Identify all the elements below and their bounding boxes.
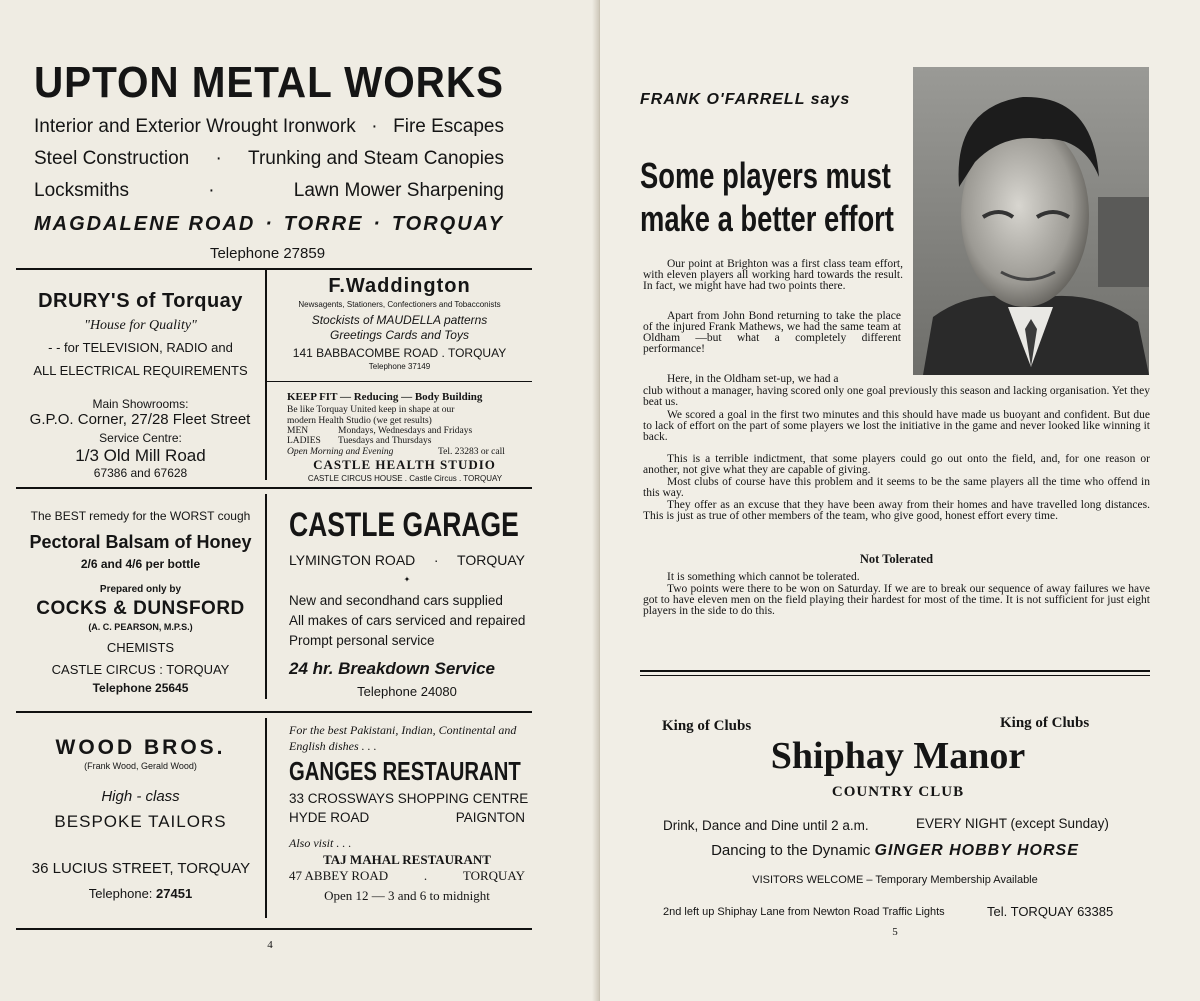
waddington-stockists-1: Stockists of MAUDELLA patterns: [311, 313, 488, 327]
upton-line-3-sep: ·: [208, 180, 215, 201]
health-name: CASTLE HEALTH STUDIO: [313, 457, 496, 472]
rule-vertical-2: [265, 494, 267, 699]
drurys-phones: 67386 and 67628: [93, 466, 188, 480]
wood-class: High - class: [101, 788, 180, 805]
shiphay-club: COUNTRY CLUB: [831, 784, 965, 800]
waddington-phone: Telephone 37149: [368, 362, 431, 371]
wood-address: 36 LUCIUS STREET, TORQUAY: [31, 860, 251, 877]
article-para-2: Apart from John Bond returning to take the place of the injured Frank Mathews, we had the same team at Oldham —but what a completely different performance!: [643, 310, 901, 355]
article-headline-2: make a better effort: [640, 198, 894, 239]
upton-address-road: MAGDALENE ROAD: [34, 213, 256, 235]
garage-road: LYMINGTON ROAD: [289, 552, 416, 568]
rule-row-1: [16, 268, 532, 270]
taj-town: TORQUAY: [462, 868, 525, 883]
upton-line-1: [34, 116, 504, 138]
portrait-photo: [913, 67, 1149, 375]
shiphay-band: GINGER HOBBY HORSE: [874, 842, 1079, 859]
ganges-location: [289, 810, 525, 825]
garage-line-2: All makes of cars serviced and repaired: [289, 613, 526, 628]
article-subhead: Not Tolerated: [859, 552, 934, 566]
upton-line-1-right: Fire Escapes: [393, 116, 504, 137]
ganges-town: PAIGNTON: [455, 810, 525, 825]
upton-line-2-right: Trunking and Steam Canopies: [248, 148, 504, 169]
garage-line-1: New and secondhand cars supplied: [289, 593, 503, 608]
page-number-left: 4: [267, 939, 273, 951]
rule-bottom: [16, 928, 532, 930]
wood-owners: (Frank Wood, Gerald Wood): [84, 761, 197, 771]
shiphay-tel: Tel. TORQUAY 63385: [987, 904, 1114, 919]
taj-road: 47 ABBEY ROAD: [289, 868, 389, 883]
health-open: Open Morning and Evening: [287, 447, 394, 457]
cocks-owner: (A. C. PEARSON, M.P.S.): [88, 622, 193, 632]
article-para-3a: Here, in the Oldham set-up, we had a: [667, 373, 839, 385]
rule-vertical-3: [265, 718, 267, 918]
portrait-image: [913, 67, 1149, 375]
rule-row-2: [16, 487, 532, 489]
ganges-address: 33 CROSSWAYS SHOPPING CENTRE: [289, 791, 529, 806]
waddington-stockists-2: Greetings Cards and Toys: [330, 328, 469, 342]
cocks-phone: Telephone 25645: [92, 681, 189, 695]
cocks-prepared: Prepared only by: [99, 584, 182, 595]
taj-sep: .: [423, 868, 428, 883]
upton-phone: Telephone 27859: [209, 245, 326, 262]
ganges-also: Also visit . . .: [289, 836, 352, 850]
shiphay-directions: 2nd left up Shiphay Lane from Newton Road Traffic Lights: [663, 906, 945, 918]
taj-name: TAJ MAHAL RESTAURANT: [323, 852, 491, 867]
right-page: [600, 0, 1200, 1001]
upton-line-3-right: Lawn Mower Sharpening: [293, 180, 504, 201]
health-address: CASTLE CIRCUS HOUSE . Castle Circus . TORQUAY: [307, 474, 503, 483]
drurys-service-label: Service Centre:: [99, 431, 182, 445]
garage-sep: ·: [433, 552, 439, 568]
waddington-trades: Newsagents, Stationers, Confectioners and Tobacconists: [298, 300, 501, 309]
upton-line-2: [34, 148, 504, 170]
wood-phone: 27451: [156, 886, 193, 901]
upton-line-2-left: Steel Construction: [34, 148, 190, 169]
garage-star-icon: ✦: [403, 575, 411, 584]
upton-address-sep-2: ·: [373, 213, 382, 235]
divider-upper: [640, 670, 1150, 672]
shiphay-dancing-line: [640, 842, 1150, 860]
garage-town: TORQUAY: [457, 552, 525, 568]
article-byline: FRANK O'FARRELL says: [640, 91, 851, 108]
article-para-1: Our point at Brighton was a first class team effort, with eleven players all working hard towards the result. In fact, we might have had two points there.: [643, 258, 903, 292]
health-line-1: Be like Torquay United keep in shape at our: [287, 405, 455, 415]
cocks-product: Pectoral Balsam of Honey: [29, 532, 252, 552]
shiphay-king-right: King of Clubs: [1000, 715, 1090, 731]
article-para-8: It is something which cannot be tolerated.: [667, 571, 860, 583]
health-men-label: MEN: [287, 426, 309, 436]
article-para-4: We scored a goal in the first two minutes and this should have made us buoyant and confident. But due to lack of effort on the part of some players we lost the initiative in the game and never looked like winning it back.: [643, 409, 1150, 443]
rule-waddington-bottom: [267, 381, 532, 382]
upton-line-2-sep: ·: [215, 148, 222, 169]
wood-name: WOOD BROS.: [55, 736, 226, 759]
drurys-line-1: - - for TELEVISION, RADIO and: [48, 340, 233, 355]
waddington-address: 141 BABBACOMBE ROAD . TORQUAY: [292, 346, 507, 360]
page-number-right: 5: [892, 926, 898, 938]
cocks-prices: 2/6 and 4/6 per bottle: [80, 557, 201, 571]
garage-location: [289, 552, 525, 568]
upton-title: UPTON METAL WORKS: [34, 58, 504, 107]
taj-location: [289, 868, 525, 884]
health-men-days: Mondays, Wednesdays and Fridays: [338, 426, 473, 436]
ganges-hours: Open 12 — 3 and 6 to midnight: [324, 888, 490, 903]
upton-address-area: TORRE: [283, 213, 364, 235]
drurys-slogan: "House for Quality": [84, 318, 197, 333]
garage-phone: Telephone 24080: [357, 684, 457, 699]
ganges-name: GANGES RESTAURANT: [289, 756, 521, 786]
shiphay-line-1-right: EVERY NIGHT (except Sunday): [916, 816, 1109, 831]
article-para-9: Two points were there to be won on Saturday. If we are to break our sequence of away failures we have got to have eleven men on the field playing their hardest for most of the time. It is not sufficient for just eight players in the side to do this.: [643, 583, 1150, 617]
wood-trade: BESPOKE TAILORS: [54, 812, 227, 831]
wood-phone-label: Telephone:: [88, 886, 153, 901]
drurys-line-2: ALL ELECTRICAL REQUIREMENTS: [33, 363, 248, 378]
article-para-6: Most clubs of course have this problem and it seems to be the same players all the time who offend in this way.: [643, 476, 1150, 499]
shiphay-name: Shiphay Manor: [770, 735, 1026, 777]
cocks-name: COCKS & DUNSFORD: [36, 598, 245, 619]
garage-breakdown: 24 hr. Breakdown Service: [289, 659, 495, 678]
waddington-name: F.Waddington: [328, 275, 471, 297]
drurys-name: DRURY'S of Torquay: [38, 290, 243, 312]
cocks-trade: CHEMISTS: [106, 640, 175, 655]
drurys-showrooms: G.P.O. Corner, 27/28 Fleet Street: [29, 411, 251, 428]
article-para-3b: club without a manager, having scored only one goal previously this season and lacking organisation. Yet they beat us.: [643, 385, 1150, 408]
health-line-2: modern Health Studio (we get results): [287, 416, 432, 426]
garage-line-3: Prompt personal service: [289, 633, 435, 648]
drurys-service: 1/3 Old Mill Road: [75, 446, 206, 465]
health-ladies-days: Tuesdays and Thursdays: [338, 436, 432, 446]
shiphay-visitors: VISITORS WELCOME – Temporary Membership Available: [752, 874, 1038, 886]
upton-line-3-left: Locksmiths: [34, 180, 130, 201]
drurys-showrooms-label: Main Showrooms:: [92, 397, 189, 411]
health-ladies-label: LADIES: [287, 436, 321, 446]
upton-address-town: TORQUAY: [391, 213, 504, 235]
cocks-address: CASTLE CIRCUS : TORQUAY: [51, 662, 230, 677]
upton-address-sep-1: ·: [265, 213, 274, 235]
article-headline-1: Some players must: [640, 155, 891, 196]
ganges-intro: For the best Pakistani, Indian, Continental and English dishes . . .: [289, 723, 517, 753]
health-headline: KEEP FIT — Reducing — Body Building: [287, 391, 483, 403]
garage-name: CASTLE GARAGE: [289, 506, 519, 544]
upton-line-1-sep: ·: [371, 116, 378, 137]
shiphay-dancing: Dancing to the Dynamic: [711, 842, 871, 859]
shiphay-line-1-left: Drink, Dance and Dine until 2 a.m.: [663, 818, 869, 833]
article-para-7: They offer as an excuse that they have been away from their homes and have travelled long distances. This is just as true of other members of the team, who give good, honest effort every time.: [643, 499, 1150, 522]
upton-address: [34, 213, 504, 236]
wood-phone-line: [16, 886, 265, 901]
divider-lower: [640, 675, 1150, 676]
ganges-road: HYDE ROAD: [289, 810, 370, 825]
cocks-intro: The BEST remedy for the WORST cough: [30, 509, 251, 523]
upton-line-1-left: Interior and Exterior Wrought Ironwork: [34, 116, 356, 137]
upton-line-3: [34, 180, 504, 202]
article-para-5: This is a terrible indictment, that some players could go out onto the field, and, for one reason or another, not give what they are capable of giving.: [643, 453, 1150, 476]
shiphay-king-left: King of Clubs: [662, 718, 752, 734]
health-tel: Tel. 23283 or call: [438, 447, 505, 457]
rule-row-3: [16, 711, 532, 713]
